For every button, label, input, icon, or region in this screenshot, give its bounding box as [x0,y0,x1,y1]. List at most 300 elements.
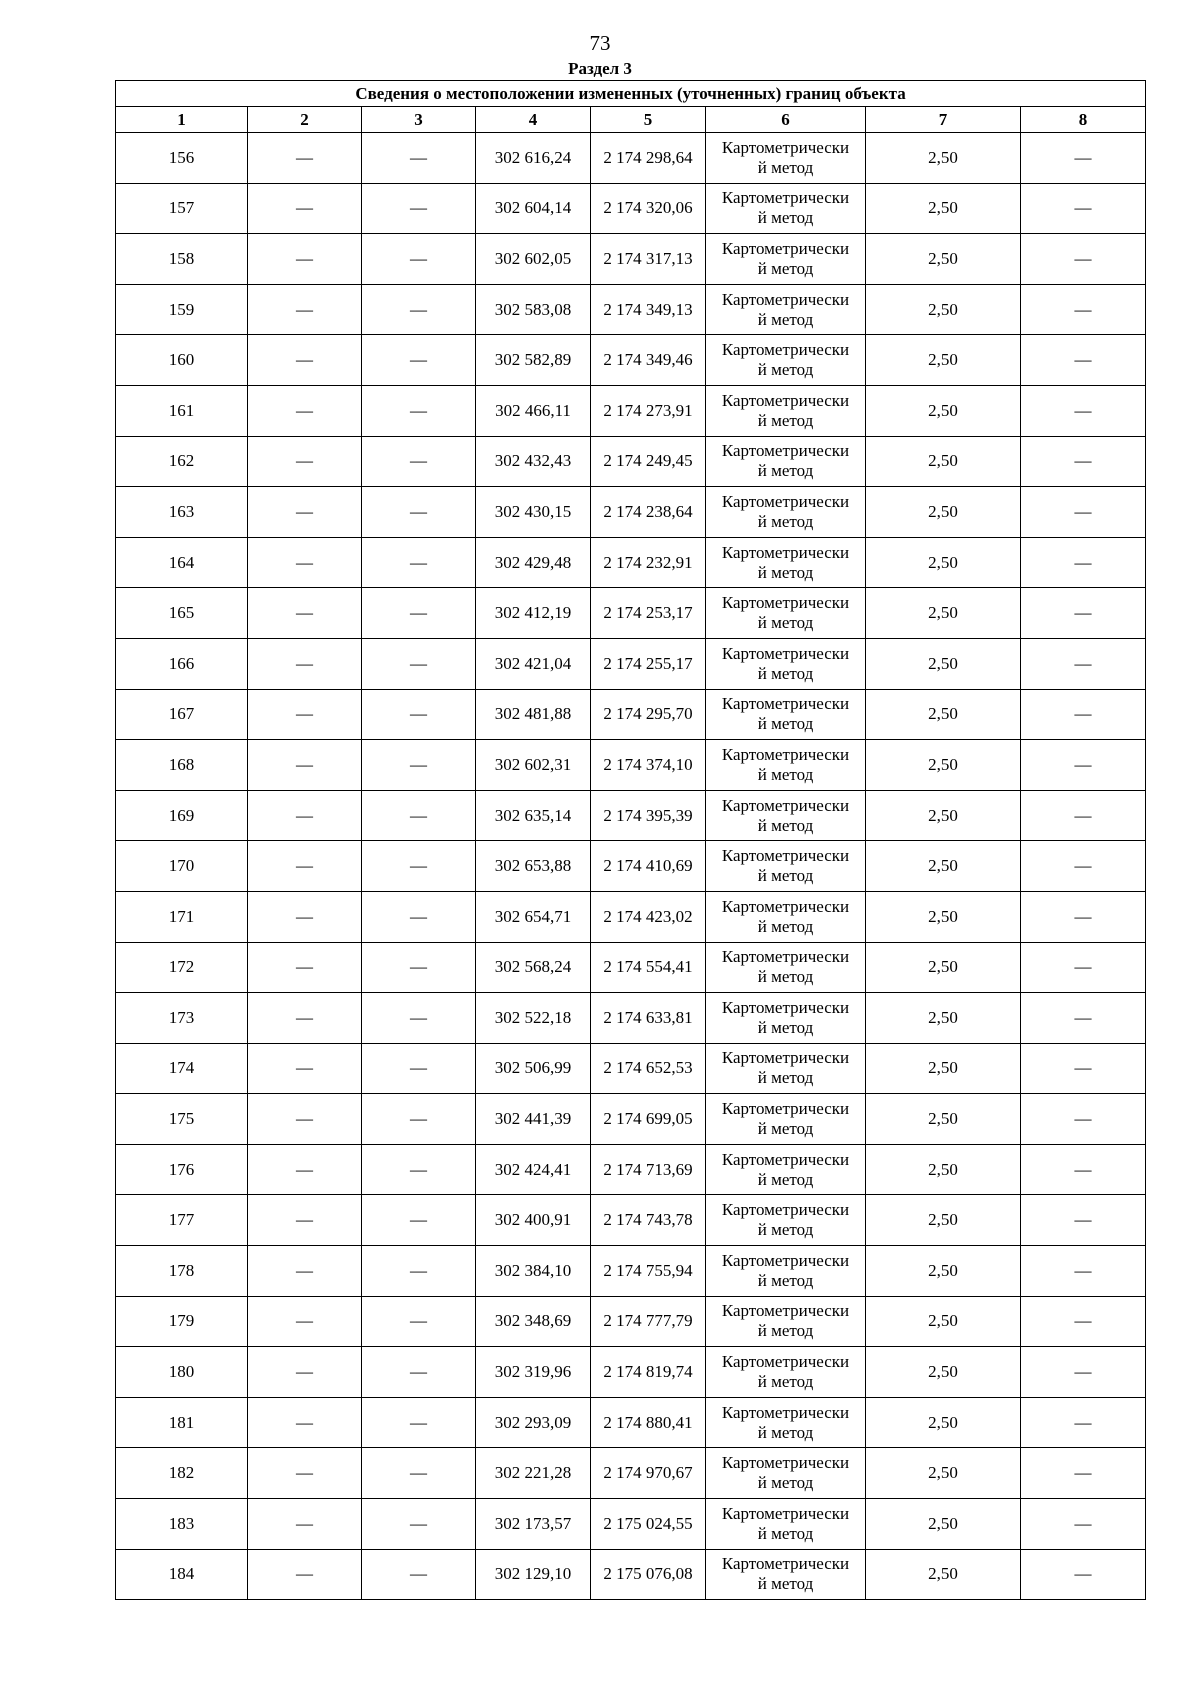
method-line-1: Картометрически [721,593,850,613]
method-cell [706,1499,866,1550]
point-number-cell: 169 [116,790,248,841]
method-cell [706,638,866,689]
col8-cell: — [1021,790,1146,841]
col2-cell: — [248,942,362,993]
table-body [116,133,1146,1600]
col2-cell: — [248,436,362,487]
x-coordinate-cell: 302 604,14 [476,183,591,234]
table-row [116,436,1146,487]
col8-cell: — [1021,993,1146,1044]
x-coordinate-cell: 302 481,88 [476,689,591,740]
method-line-1: Картометрически [721,1099,850,1119]
x-coordinate-cell: 302 129,10 [476,1549,591,1600]
column-number: 5 [591,107,706,133]
point-number-cell: 183 [116,1499,248,1550]
y-coordinate-cell: 2 174 633,81 [591,993,706,1044]
method-line-2: й метод [757,1473,814,1493]
method-line-1: Картометрически [721,238,850,258]
method-cell [706,841,866,892]
y-coordinate-cell: 2 175 076,08 [591,1549,706,1600]
col8-cell: — [1021,740,1146,791]
point-number-cell: 167 [116,689,248,740]
x-coordinate-cell: 302 583,08 [476,284,591,335]
col8-cell: — [1021,1499,1146,1550]
point-number-cell: 173 [116,993,248,1044]
point-number-cell: 159 [116,284,248,335]
y-coordinate-cell: 2 174 255,17 [591,638,706,689]
table-row [116,284,1146,335]
col3-cell: — [362,183,476,234]
col3-cell: — [362,1549,476,1600]
point-number-cell: 172 [116,942,248,993]
col3-cell: — [362,1347,476,1398]
method-cell [706,1448,866,1499]
precision-cell: 2,50 [866,1549,1021,1600]
table-row [116,1195,1146,1246]
precision-cell: 2,50 [866,1397,1021,1448]
table-row [116,1448,1146,1499]
precision-cell: 2,50 [866,1246,1021,1297]
point-number-cell: 182 [116,1448,248,1499]
col2-cell: — [248,740,362,791]
method-line-2: й метод [757,1068,814,1088]
table-row [116,588,1146,639]
col8-cell: — [1021,588,1146,639]
precision-cell: 2,50 [866,841,1021,892]
method-line-1: Картометрически [721,1149,850,1169]
method-line-1: Картометрически [721,694,850,714]
x-coordinate-cell: 302 348,69 [476,1296,591,1347]
method-line-2: й метод [757,258,814,278]
precision-cell: 2,50 [866,942,1021,993]
method-line-1: Картометрически [721,643,850,663]
precision-cell: 2,50 [866,385,1021,436]
column-number: 8 [1021,107,1146,133]
col2-cell: — [248,284,362,335]
point-number-cell: 163 [116,487,248,538]
method-line-1: Картометрически [721,1503,850,1523]
col2-cell: — [248,1549,362,1600]
method-line-1: Картометрически [721,997,850,1017]
point-number-cell: 156 [116,133,248,184]
method-line-2: й метод [757,410,814,430]
table-row [116,234,1146,285]
col3-cell: — [362,638,476,689]
col3-cell: — [362,1296,476,1347]
table-row [116,841,1146,892]
method-line-2: й метод [757,1321,814,1341]
method-line-1: Картометрически [721,1554,850,1574]
x-coordinate-cell: 302 653,88 [476,841,591,892]
col2-cell: — [248,385,362,436]
y-coordinate-cell: 2 174 554,41 [591,942,706,993]
precision-cell: 2,50 [866,638,1021,689]
method-line-2: й метод [757,1372,814,1392]
y-coordinate-cell: 2 175 024,55 [591,1499,706,1550]
col8-cell: — [1021,1043,1146,1094]
point-number-cell: 179 [116,1296,248,1347]
precision-cell: 2,50 [866,183,1021,234]
method-line-2: й метод [757,1270,814,1290]
x-coordinate-cell: 302 602,31 [476,740,591,791]
method-cell [706,1094,866,1145]
point-number-cell: 171 [116,891,248,942]
y-coordinate-cell: 2 174 253,17 [591,588,706,639]
method-cell [706,335,866,386]
precision-cell: 2,50 [866,1043,1021,1094]
table-row [116,638,1146,689]
col3-cell: — [362,1195,476,1246]
x-coordinate-cell: 302 582,89 [476,335,591,386]
precision-cell: 2,50 [866,891,1021,942]
method-cell [706,436,866,487]
table-row [116,1347,1146,1398]
precision-cell: 2,50 [866,588,1021,639]
col8-cell: — [1021,183,1146,234]
table-caption: Сведения о местоположении измененных (уточненных) границ объекта [116,81,1146,107]
y-coordinate-cell: 2 174 232,91 [591,537,706,588]
method-line-2: й метод [757,1523,814,1543]
method-line-1: Картометрически [721,1352,850,1372]
point-number-cell: 181 [116,1397,248,1448]
col3-cell: — [362,234,476,285]
precision-cell: 2,50 [866,1347,1021,1398]
col3-cell: — [362,942,476,993]
y-coordinate-cell: 2 174 819,74 [591,1347,706,1398]
y-coordinate-cell: 2 174 320,06 [591,183,706,234]
column-number-row [116,107,1146,133]
table-caption-row [116,81,1146,107]
point-number-cell: 165 [116,588,248,639]
method-line-2: й метод [757,613,814,633]
method-line-2: й метод [757,1119,814,1139]
precision-cell: 2,50 [866,740,1021,791]
y-coordinate-cell: 2 174 349,13 [591,284,706,335]
column-number: 7 [866,107,1021,133]
point-number-cell: 158 [116,234,248,285]
y-coordinate-cell: 2 174 423,02 [591,891,706,942]
table-row [116,790,1146,841]
x-coordinate-cell: 302 602,05 [476,234,591,285]
col2-cell: — [248,891,362,942]
x-coordinate-cell: 302 432,43 [476,436,591,487]
col2-cell: — [248,234,362,285]
method-line-2: й метод [757,208,814,228]
table-row [116,740,1146,791]
table-row [116,537,1146,588]
method-line-1: Картометрически [721,390,850,410]
col8-cell: — [1021,436,1146,487]
method-cell [706,1549,866,1600]
method-line-1: Картометрически [721,1250,850,1270]
table-row [116,133,1146,184]
point-number-cell: 175 [116,1094,248,1145]
col2-cell: — [248,1246,362,1297]
col2-cell: — [248,537,362,588]
y-coordinate-cell: 2 174 273,91 [591,385,706,436]
method-cell [706,385,866,436]
col3-cell: — [362,436,476,487]
col3-cell: — [362,588,476,639]
method-line-1: Картометрически [721,542,850,562]
col8-cell: — [1021,133,1146,184]
x-coordinate-cell: 302 173,57 [476,1499,591,1550]
method-cell [706,993,866,1044]
method-cell [706,942,866,993]
x-coordinate-cell: 302 421,04 [476,638,591,689]
col3-cell: — [362,1499,476,1550]
y-coordinate-cell: 2 174 743,78 [591,1195,706,1246]
method-cell [706,1043,866,1094]
point-number-cell: 160 [116,335,248,386]
method-line-1: Картометрически [721,188,850,208]
method-line-2: й метод [757,360,814,380]
method-cell [706,537,866,588]
method-line-2: й метод [757,916,814,936]
x-coordinate-cell: 302 412,19 [476,588,591,639]
table-row [116,891,1146,942]
y-coordinate-cell: 2 174 298,64 [591,133,706,184]
col2-cell: — [248,790,362,841]
table-row [116,1397,1146,1448]
y-coordinate-cell: 2 174 317,13 [591,234,706,285]
method-cell [706,1195,866,1246]
x-coordinate-cell: 302 506,99 [476,1043,591,1094]
y-coordinate-cell: 2 174 238,64 [591,487,706,538]
col2-cell: — [248,487,362,538]
col2-cell: — [248,1195,362,1246]
method-line-1: Картометрически [721,340,850,360]
col8-cell: — [1021,487,1146,538]
x-coordinate-cell: 302 430,15 [476,487,591,538]
precision-cell: 2,50 [866,1499,1021,1550]
table-row [116,993,1146,1044]
y-coordinate-cell: 2 174 349,46 [591,335,706,386]
y-coordinate-cell: 2 174 374,10 [591,740,706,791]
col8-cell: — [1021,537,1146,588]
method-line-2: й метод [757,1017,814,1037]
method-cell [706,1397,866,1448]
col3-cell: — [362,1246,476,1297]
method-line-1: Картометрически [721,947,850,967]
method-line-2: й метод [757,511,814,531]
point-number-cell: 174 [116,1043,248,1094]
method-line-1: Картометрически [721,1402,850,1422]
x-coordinate-cell: 302 384,10 [476,1246,591,1297]
method-line-2: й метод [757,967,814,987]
col3-cell: — [362,284,476,335]
precision-cell: 2,50 [866,993,1021,1044]
column-number: 3 [362,107,476,133]
col3-cell: — [362,740,476,791]
col3-cell: — [362,891,476,942]
y-coordinate-cell: 2 174 777,79 [591,1296,706,1347]
method-line-1: Картометрически [721,441,850,461]
col2-cell: — [248,638,362,689]
col3-cell: — [362,487,476,538]
x-coordinate-cell: 302 654,71 [476,891,591,942]
point-number-cell: 157 [116,183,248,234]
method-cell [706,284,866,335]
precision-cell: 2,50 [866,537,1021,588]
x-coordinate-cell: 302 400,91 [476,1195,591,1246]
point-number-cell: 166 [116,638,248,689]
y-coordinate-cell: 2 174 970,67 [591,1448,706,1499]
point-number-cell: 177 [116,1195,248,1246]
col8-cell: — [1021,1549,1146,1600]
precision-cell: 2,50 [866,487,1021,538]
precision-cell: 2,50 [866,1094,1021,1145]
y-coordinate-cell: 2 174 652,53 [591,1043,706,1094]
method-line-1: Картометрически [721,744,850,764]
method-line-2: й метод [757,866,814,886]
col2-cell: — [248,1094,362,1145]
col8-cell: — [1021,841,1146,892]
col2-cell: — [248,1043,362,1094]
col3-cell: — [362,1144,476,1195]
method-cell [706,234,866,285]
point-number-cell: 164 [116,537,248,588]
precision-cell: 2,50 [866,1144,1021,1195]
table-row [116,335,1146,386]
precision-cell: 2,50 [866,1448,1021,1499]
precision-cell: 2,50 [866,1195,1021,1246]
col2-cell: — [248,1448,362,1499]
col8-cell: — [1021,1195,1146,1246]
method-line-2: й метод [757,309,814,329]
table-row [116,1549,1146,1600]
precision-cell: 2,50 [866,689,1021,740]
method-cell [706,487,866,538]
x-coordinate-cell: 302 293,09 [476,1397,591,1448]
method-line-1: Картометрически [721,289,850,309]
table-row [116,385,1146,436]
table-row [116,487,1146,538]
method-line-1: Картометрически [721,137,850,157]
y-coordinate-cell: 2 174 713,69 [591,1144,706,1195]
col3-cell: — [362,335,476,386]
method-cell [706,588,866,639]
col2-cell: — [248,1144,362,1195]
table-row [116,1246,1146,1297]
method-cell [706,133,866,184]
point-number-cell: 180 [116,1347,248,1398]
method-cell [706,689,866,740]
precision-cell: 2,50 [866,335,1021,386]
method-line-1: Картометрически [721,1200,850,1220]
y-coordinate-cell: 2 174 395,39 [591,790,706,841]
table-row [116,183,1146,234]
col8-cell: — [1021,942,1146,993]
point-number-cell: 162 [116,436,248,487]
col3-cell: — [362,790,476,841]
y-coordinate-cell: 2 174 699,05 [591,1094,706,1145]
precision-cell: 2,50 [866,133,1021,184]
col3-cell: — [362,841,476,892]
point-number-cell: 184 [116,1549,248,1600]
x-coordinate-cell: 302 635,14 [476,790,591,841]
method-line-2: й метод [757,562,814,582]
point-number-cell: 176 [116,1144,248,1195]
method-cell [706,1296,866,1347]
col8-cell: — [1021,1296,1146,1347]
col3-cell: — [362,993,476,1044]
method-line-1: Картометрически [721,795,850,815]
col2-cell: — [248,689,362,740]
point-number-cell: 168 [116,740,248,791]
point-number-cell: 178 [116,1246,248,1297]
table-row [116,1094,1146,1145]
point-number-cell: 170 [116,841,248,892]
method-line-2: й метод [757,461,814,481]
method-cell [706,1246,866,1297]
col2-cell: — [248,588,362,639]
table-row [116,1144,1146,1195]
col2-cell: — [248,1397,362,1448]
method-line-1: Картометрически [721,846,850,866]
x-coordinate-cell: 302 441,39 [476,1094,591,1145]
precision-cell: 2,50 [866,1296,1021,1347]
column-number: 4 [476,107,591,133]
table-row [116,1499,1146,1550]
method-line-2: й метод [757,157,814,177]
col2-cell: — [248,183,362,234]
column-number: 6 [706,107,866,133]
col3-cell: — [362,385,476,436]
method-line-1: Картометрически [721,491,850,511]
x-coordinate-cell: 302 319,96 [476,1347,591,1398]
x-coordinate-cell: 302 616,24 [476,133,591,184]
x-coordinate-cell: 302 568,24 [476,942,591,993]
table-row [116,689,1146,740]
col2-cell: — [248,1296,362,1347]
y-coordinate-cell: 2 174 295,70 [591,689,706,740]
method-line-2: й метод [757,1169,814,1189]
point-number-cell: 161 [116,385,248,436]
column-number: 1 [116,107,248,133]
col2-cell: — [248,993,362,1044]
col2-cell: — [248,335,362,386]
y-coordinate-cell: 2 174 249,45 [591,436,706,487]
col3-cell: — [362,133,476,184]
col3-cell: — [362,537,476,588]
method-line-2: й метод [757,764,814,784]
precision-cell: 2,50 [866,284,1021,335]
method-line-1: Картометрически [721,1453,850,1473]
method-line-1: Картометрически [721,1048,850,1068]
precision-cell: 2,50 [866,234,1021,285]
method-line-2: й метод [757,1574,814,1594]
method-cell [706,1347,866,1398]
y-coordinate-cell: 2 174 880,41 [591,1397,706,1448]
col8-cell: — [1021,284,1146,335]
col8-cell: — [1021,1144,1146,1195]
x-coordinate-cell: 302 466,11 [476,385,591,436]
col3-cell: — [362,1397,476,1448]
precision-cell: 2,50 [866,436,1021,487]
col3-cell: — [362,689,476,740]
col8-cell: — [1021,1347,1146,1398]
method-line-2: й метод [757,714,814,734]
col8-cell: — [1021,891,1146,942]
method-cell [706,183,866,234]
col8-cell: — [1021,385,1146,436]
x-coordinate-cell: 302 429,48 [476,537,591,588]
col2-cell: — [248,1347,362,1398]
method-cell [706,1144,866,1195]
col8-cell: — [1021,689,1146,740]
col8-cell: — [1021,1094,1146,1145]
